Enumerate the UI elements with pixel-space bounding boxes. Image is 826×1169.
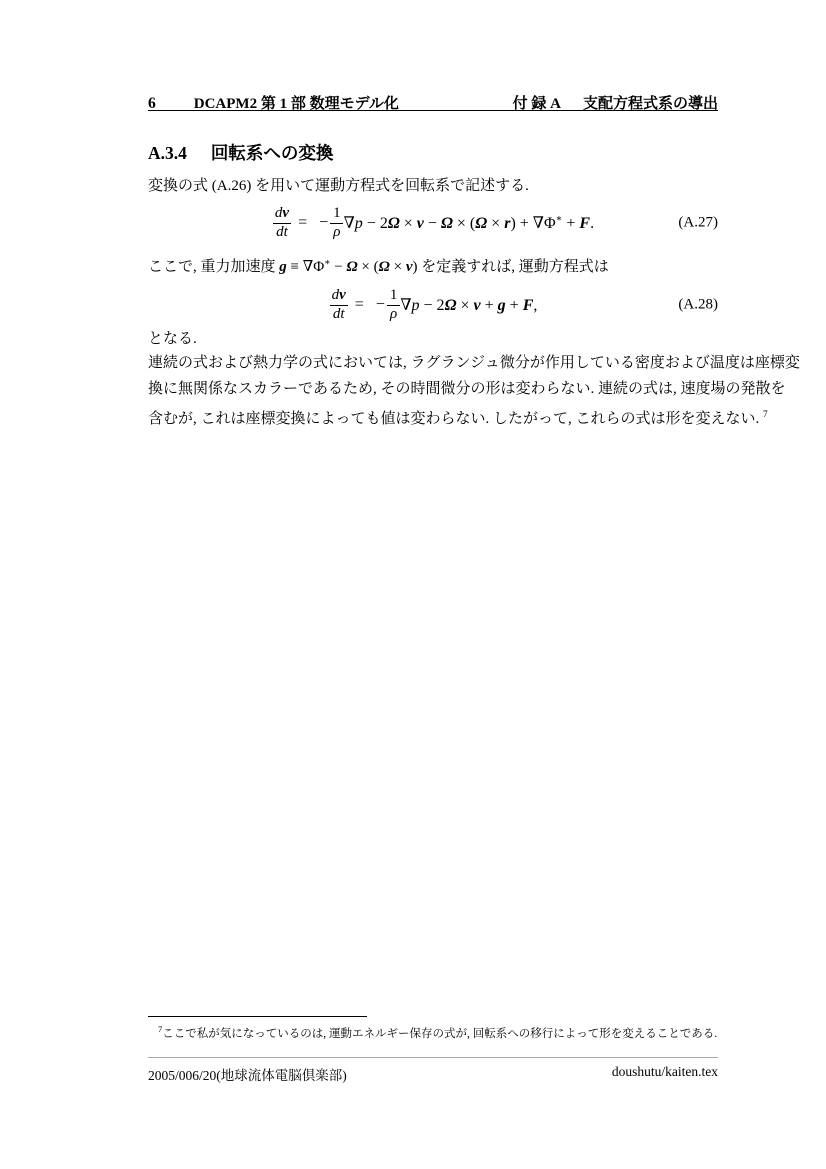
text-after-inline-math: を定義すれば, 運動方程式は	[417, 259, 609, 275]
footnote-rule	[148, 1016, 367, 1017]
fraction-1-rho	[330, 205, 344, 241]
fraction-1-rho	[387, 287, 401, 323]
fraction-dv-dt	[329, 287, 349, 323]
equals-sign: =	[298, 214, 308, 231]
section-number: A.3.4	[148, 143, 187, 163]
equation-a28	[148, 280, 718, 330]
fraction-numerator: dv	[274, 205, 290, 222]
footnote-text: ここで私が気になっているのは, 運動エネルギー保存の式が, 回転系への移行によって形を変えることである.	[162, 1027, 718, 1040]
footnote	[148, 1021, 718, 1042]
fraction-denominator: ρ	[387, 305, 400, 323]
inline-math-gravity: g ≡ ∇Φ∗ − Ω × (Ω × v)	[279, 258, 418, 275]
body-line: 換に無関係なスカラーであるため, その時間微分の形は変わらない. 連続の式は, 速度場の発散を	[148, 381, 786, 397]
footer-rule	[148, 1057, 718, 1058]
page-footer	[148, 1064, 718, 1084]
header-right-title: 支配方程式系の導出	[582, 96, 718, 112]
fraction-dv-dt	[272, 205, 292, 241]
text-before-inline-math: ここで, 重力加速度	[148, 259, 280, 275]
page-number: 6	[148, 95, 156, 112]
equation-rhs: ∇p − 2Ω × v + g + F,	[400, 297, 538, 314]
body-line: 連続の式および熱力学の式においては, ラグランジュ微分が作用している密度および温度は座標変	[148, 355, 800, 371]
section-heading	[148, 140, 718, 165]
header-appendix-label: 付 録 A	[512, 96, 561, 112]
footer-right-filename: doushutu/kaiten.tex	[611, 1064, 718, 1079]
fraction-denominator: dt	[330, 305, 348, 323]
paragraph-tonaru: となる.	[148, 331, 197, 347]
header-rule	[148, 110, 718, 111]
fraction-denominator: dt	[273, 223, 291, 241]
equation-number: (A.27)	[678, 214, 718, 231]
equation-a27	[148, 198, 718, 248]
equation-number: (A.28)	[678, 296, 718, 313]
fraction-numerator: dv	[331, 287, 346, 304]
paragraph-intro: 変換の式 (A.26) を用いて運動方程式を回転系で記述する.	[148, 178, 529, 194]
fraction-numerator: 1	[389, 287, 398, 304]
header-left-title: DCAPM2 第 1 部 数理モデル化	[193, 96, 399, 112]
footer-left-credit: 2005/006/20(地球流体電脳倶楽部)	[148, 1068, 347, 1083]
minus-sign: −	[319, 214, 329, 231]
fraction-denominator: ρ	[330, 223, 343, 241]
paragraph-continuity	[148, 350, 800, 432]
section-title: 回転系への変換	[210, 143, 334, 163]
paragraph-gravity-definition	[148, 250, 718, 280]
equals-sign: =	[354, 296, 364, 313]
body-line: 含むが, これは座標変換によっても値は変わらない. したがって, これらの式は形を変えない. $^7$	[148, 410, 768, 427]
footnote-reference: 7	[763, 410, 768, 420]
minus-sign: −	[375, 296, 385, 313]
footnote-marker: 7	[158, 1024, 163, 1034]
fraction-numerator: 1	[333, 205, 341, 222]
equation-rhs: ∇p − 2Ω × v − Ω × (Ω × r) + ∇Φ∗ + F.	[343, 213, 595, 232]
